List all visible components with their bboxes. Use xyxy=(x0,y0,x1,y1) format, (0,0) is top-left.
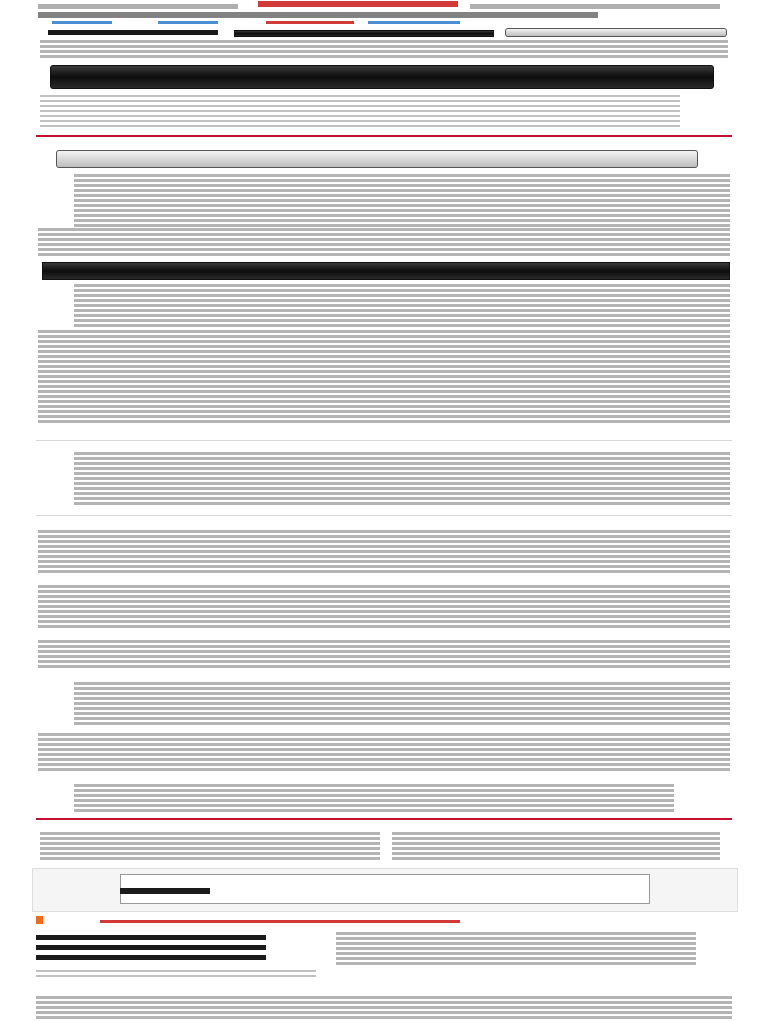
footer-right-column xyxy=(392,832,720,862)
footer-left-column xyxy=(40,832,380,862)
section-divider-4 xyxy=(36,818,732,820)
promo-link[interactable] xyxy=(100,920,460,923)
article-body-block-1 xyxy=(38,530,730,575)
comment-submit-button[interactable] xyxy=(120,888,210,894)
body-text-block-2 xyxy=(38,228,730,258)
nav-item-3[interactable] xyxy=(266,21,354,24)
nav-item-2[interactable] xyxy=(158,21,218,24)
page-bottom-text xyxy=(36,996,732,1021)
header-right-text xyxy=(470,4,720,9)
hero-device-image xyxy=(50,65,714,89)
related-thumb-2[interactable] xyxy=(36,945,266,950)
section-divider-1 xyxy=(36,135,732,137)
headline-row xyxy=(38,12,598,18)
promo-icon xyxy=(36,916,43,924)
body-text-block-1 xyxy=(74,174,730,229)
related-thumb-3[interactable] xyxy=(36,955,266,960)
hero-caption-paragraph xyxy=(40,95,680,130)
phone-top-view-image xyxy=(56,150,698,168)
article-body-block-4 xyxy=(74,682,730,727)
related-thumb-1[interactable] xyxy=(36,935,266,940)
body-text-block-3 xyxy=(74,284,730,329)
bullet-list xyxy=(74,784,674,814)
header-left-text xyxy=(38,4,238,9)
spec-list-block xyxy=(74,452,730,507)
article-body-block-3 xyxy=(38,640,730,670)
related-links[interactable] xyxy=(36,970,316,980)
section-divider-3 xyxy=(36,515,732,516)
related-text-column xyxy=(336,932,696,967)
nav-item-4[interactable] xyxy=(368,21,460,24)
device-thumb-1 xyxy=(48,30,218,35)
site-logo[interactable] xyxy=(258,1,458,7)
device-thumb-3 xyxy=(505,28,727,37)
article-body-block-5 xyxy=(38,733,730,773)
section-divider-2 xyxy=(36,440,732,441)
article-body-block-2 xyxy=(38,585,730,630)
device-thumb-2 xyxy=(234,30,494,37)
body-text-block-4 xyxy=(38,330,730,425)
site-header xyxy=(30,0,738,22)
device-side-profile-image xyxy=(42,262,730,280)
nav-item-1[interactable] xyxy=(52,21,112,24)
intro-paragraph xyxy=(40,40,728,60)
